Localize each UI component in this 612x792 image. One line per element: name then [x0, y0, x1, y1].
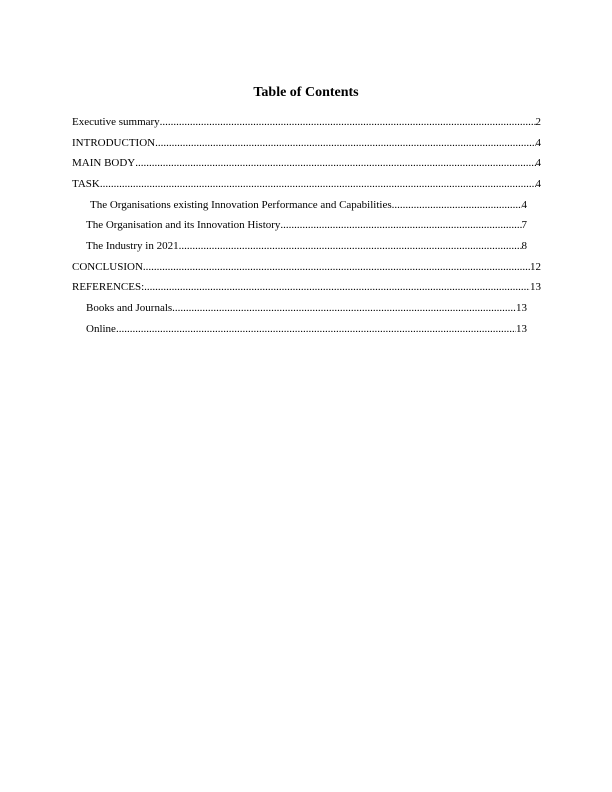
- toc-entry-innovation-history[interactable]: [86, 218, 527, 232]
- toc-page-number: 8: [521, 240, 527, 252]
- toc-page-number: 4: [521, 199, 527, 211]
- toc-entry-label: MAIN BODY: [72, 157, 136, 169]
- toc-entry-label: CONCLUSION: [72, 261, 143, 273]
- toc-entry-label: Books and Journals: [86, 302, 173, 314]
- toc-page-number: 7: [521, 219, 527, 231]
- toc-dot-leader: [155, 136, 535, 150]
- toc-entry-label: REFERENCES:: [72, 281, 145, 293]
- toc-entry-label: Executive summary: [72, 116, 160, 128]
- toc-entry-innovation-performance[interactable]: [90, 198, 527, 212]
- toc-dot-leader: [143, 260, 530, 274]
- toc-dot-leader: [160, 115, 536, 129]
- toc-page-number: 2: [535, 116, 541, 128]
- toc-entry-conclusion[interactable]: [72, 260, 541, 274]
- toc-dot-leader: [116, 322, 516, 336]
- toc-dot-leader: [144, 280, 530, 294]
- toc-page-number: 4: [535, 157, 541, 169]
- toc-page-number: 12: [530, 261, 541, 273]
- toc-entry-label: TASK: [72, 178, 100, 190]
- toc-page-number: 4: [535, 178, 541, 190]
- toc-dot-leader: [100, 177, 536, 191]
- toc-dot-leader: [392, 198, 522, 212]
- toc-entry-books-and-journals[interactable]: [86, 301, 527, 315]
- toc-page-number: 13: [530, 281, 541, 293]
- toc-entry-label: The Industry in 2021: [86, 240, 179, 252]
- toc-entry-introduction[interactable]: [72, 136, 541, 150]
- toc-entry-task[interactable]: [72, 177, 541, 191]
- toc-title: Table of Contents: [253, 85, 359, 100]
- toc-dot-leader: [179, 239, 522, 253]
- toc-entry-industry-2021[interactable]: [86, 239, 527, 253]
- toc-entry-main-body[interactable]: [72, 156, 541, 170]
- toc-page-number: 4: [535, 137, 541, 149]
- toc-entry-online[interactable]: [86, 322, 527, 336]
- toc-entry-label: The Organisations existing Innovation Performance and Capabilities: [90, 199, 392, 211]
- toc-page-number: 13: [516, 323, 527, 335]
- toc-entry-executive-summary[interactable]: [72, 115, 541, 129]
- toc-page-number: 13: [516, 302, 527, 314]
- toc-dot-leader: [280, 218, 521, 232]
- toc-entry-label: INTRODUCTION: [72, 137, 156, 149]
- toc-dot-leader: [172, 301, 516, 315]
- toc-entry-label: Online: [86, 323, 116, 335]
- toc-dot-leader: [135, 156, 535, 170]
- toc-entry-label: The Organisation and its Innovation History: [86, 219, 281, 231]
- toc-entry-references[interactable]: [72, 280, 541, 294]
